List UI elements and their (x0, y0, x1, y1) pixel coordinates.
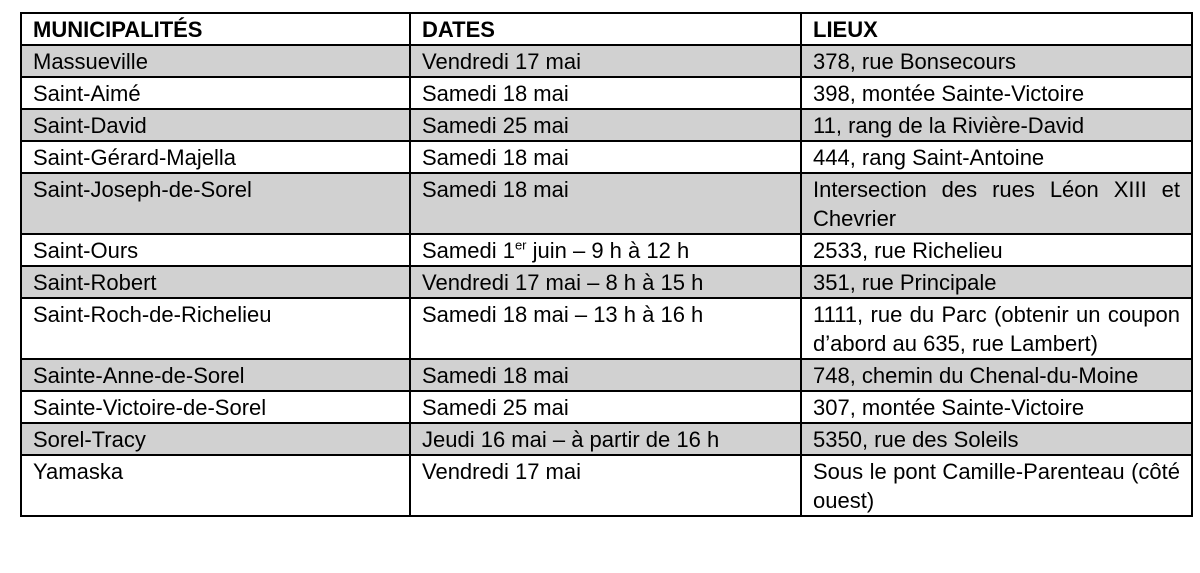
cell-municipality: Yamaska (21, 455, 410, 516)
cell-municipality: Saint-Robert (21, 266, 410, 298)
date-text-part: Samedi 1 (422, 238, 515, 263)
cell-place: 748, chemin du Chenal-du-Moine (801, 359, 1192, 391)
cell-municipality: Saint-Joseph-de-Sorel (21, 173, 410, 234)
cell-place: 307, montée Sainte-Victoire (801, 391, 1192, 423)
table-header (21, 13, 1192, 45)
cell-date: Vendredi 17 mai (410, 45, 801, 77)
cell-date: Samedi 18 mai – 13 h à 16 h (410, 298, 801, 359)
cell-municipality: Sainte-Victoire-de-Sorel (21, 391, 410, 423)
cell-place: 11, rang de la Rivière-David (801, 109, 1192, 141)
cell-date (410, 234, 801, 266)
cell-date: Samedi 18 mai (410, 77, 801, 109)
cell-date: Vendredi 17 mai – 8 h à 15 h (410, 266, 801, 298)
cell-date: Samedi 18 mai (410, 141, 801, 173)
cell-place: 5350, rue des Soleils (801, 423, 1192, 455)
cell-place: 351, rue Principale (801, 266, 1192, 298)
cell-place: 444, rang Saint-Antoine (801, 141, 1192, 173)
cell-date: Samedi 25 mai (410, 109, 801, 141)
header-lieux: LIEUX (801, 13, 1192, 45)
cell-municipality: Sorel-Tracy (21, 423, 410, 455)
table-row (21, 298, 1192, 359)
cell-municipality: Saint-Gérard-Majella (21, 141, 410, 173)
ordinal-superscript: er (514, 237, 527, 253)
table-row (21, 173, 1192, 234)
table-row (21, 234, 1192, 266)
date-text-part: juin – 9 h à 12 h (526, 238, 690, 263)
table-row (21, 266, 1192, 298)
table-row (21, 391, 1192, 423)
table-row (21, 77, 1192, 109)
cell-date: Vendredi 17 mai (410, 455, 801, 516)
table-row (21, 45, 1192, 77)
header-dates: DATES (410, 13, 801, 45)
cell-place: 378, rue Bonsecours (801, 45, 1192, 77)
cell-place: 398, montée Sainte-Victoire (801, 77, 1192, 109)
cell-municipality: Saint-Ours (21, 234, 410, 266)
table-row (21, 109, 1192, 141)
table-row (21, 359, 1192, 391)
cell-date: Samedi 25 mai (410, 391, 801, 423)
cell-municipality: Massueville (21, 45, 410, 77)
cell-date: Samedi 18 mai (410, 359, 801, 391)
header-municipalites: MUNICIPALITÉS (21, 13, 410, 45)
cell-date: Jeudi 16 mai – à partir de 16 h (410, 423, 801, 455)
table-row (21, 141, 1192, 173)
cell-municipality: Saint-Aimé (21, 77, 410, 109)
cell-municipality: Sainte-Anne-de-Sorel (21, 359, 410, 391)
cell-place: Sous le pont Camille-Parenteau (côté ouest) (801, 455, 1192, 516)
cell-municipality: Saint-Roch-de-Richelieu (21, 298, 410, 359)
cell-place: 2533, rue Richelieu (801, 234, 1192, 266)
table-body (21, 45, 1192, 516)
schedule-table (20, 12, 1193, 517)
header-row (21, 13, 1192, 45)
table-row (21, 455, 1192, 516)
cell-date: Samedi 18 mai (410, 173, 801, 234)
table-row (21, 423, 1192, 455)
cell-place: 1111, rue du Parc (obtenir un coupon d’abord au 635, rue Lambert) (801, 298, 1192, 359)
cell-municipality: Saint-David (21, 109, 410, 141)
cell-place: Intersection des rues Léon XIII et Chevrier (801, 173, 1192, 234)
